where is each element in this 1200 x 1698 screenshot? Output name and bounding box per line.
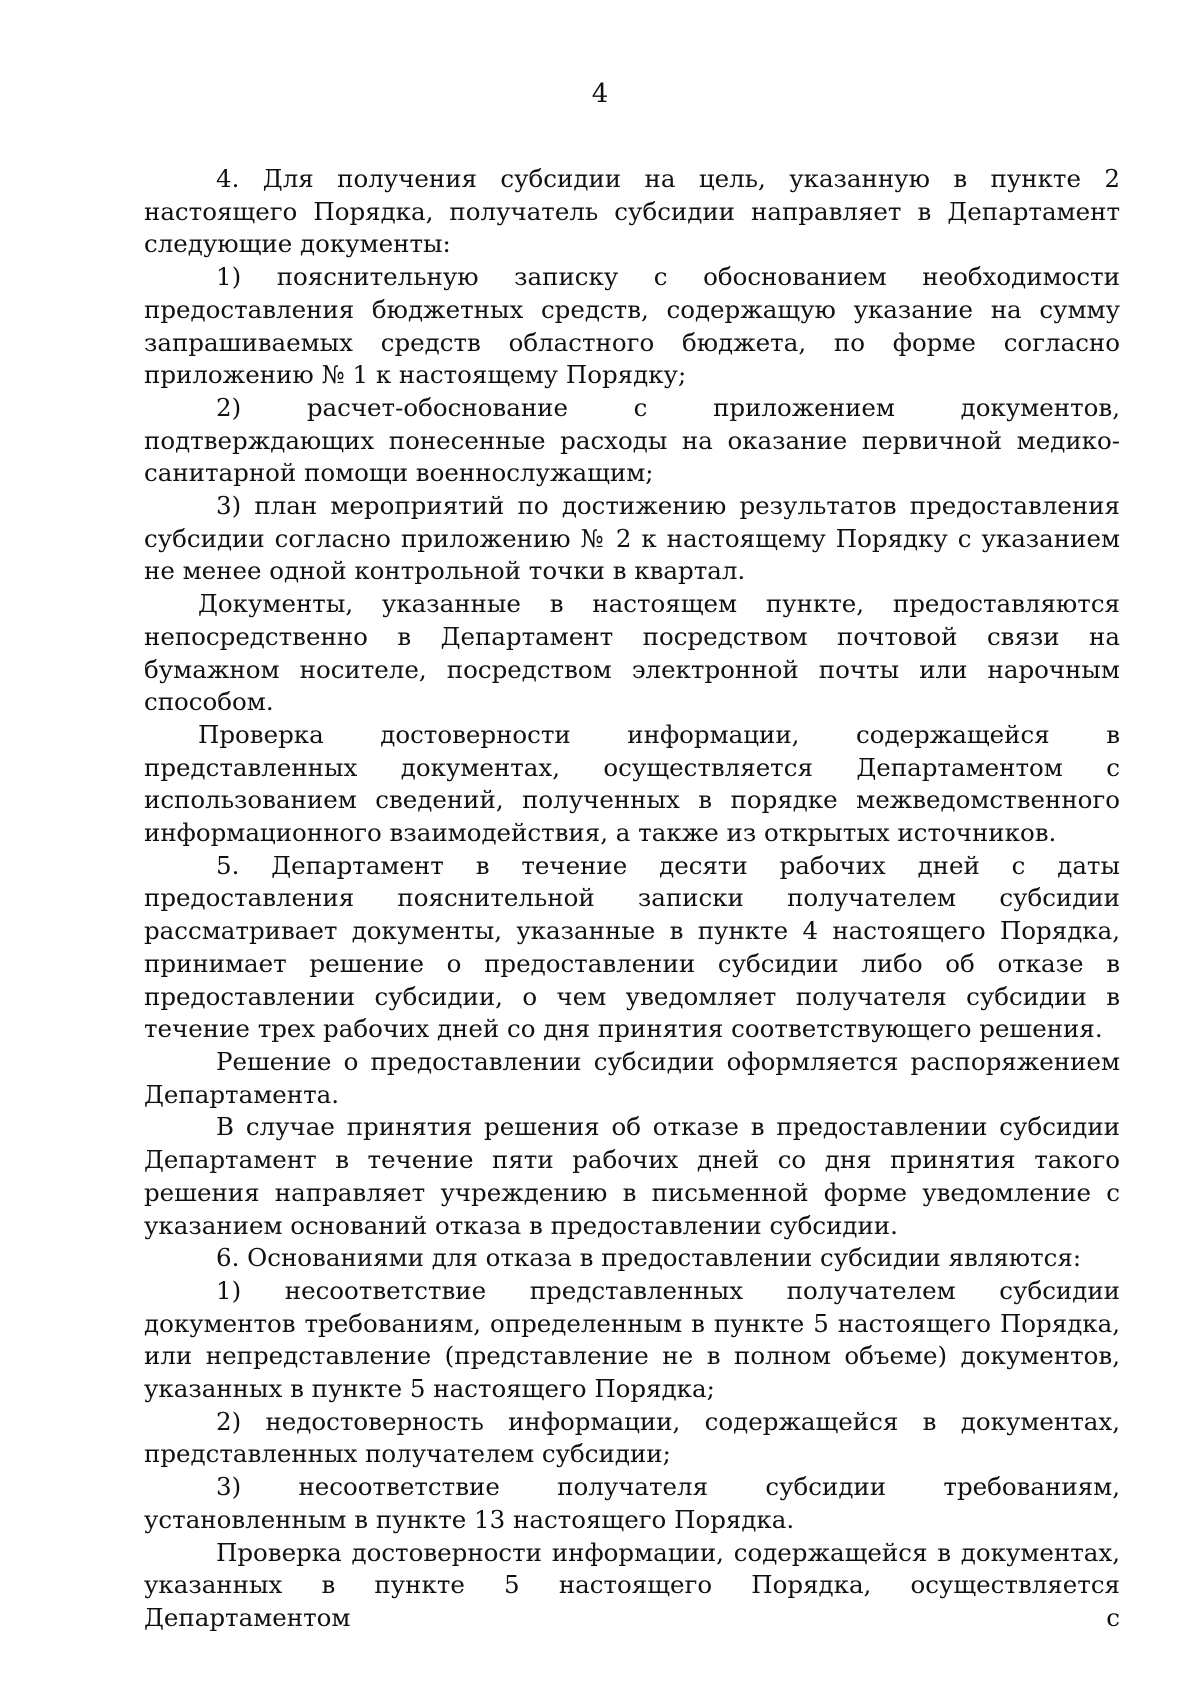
paragraph: Решение о предоставлении субсидии оформляется распоряжением Департамента. (144, 1046, 1120, 1109)
paragraph: 6. Основаниями для отказа в предоставлении субсидии являются: (216, 1243, 1082, 1273)
list-item: 1) несоответствие представленных получателем субсидии документов требованиям, определенным в пункте 5 настоящего Порядка, или непредставление (представление не в полном объеме) документов, указанных в пункте 5 настоящего Порядка; (144, 1275, 1120, 1404)
list-item: 1) пояснительную записку с обоснованием необходимости предоставления бюджетных средств, содержащую указание на сумму запрашиваемых средств областного бюджета, по форме согласно приложению № 1 к настоящему Порядку; (144, 262, 1120, 390)
page-number: 4 (591, 79, 609, 109)
list-item: 3) несоответствие получателя субсидии требованиям, установленным в пункте 13 настоящего Порядка. (144, 1472, 1120, 1534)
document-body (144, 163, 1120, 1635)
paragraph: В случае принятия решения об отказе в предоставлении субсидии Департамент в течение пяти рабочих дней со дня принятия такого решения направляет учреждению в письменной форме уведомление с указанием оснований отказа в предоставлении субсидии. (144, 1112, 1120, 1240)
paragraph: Проверка достоверности информации, содержащейся в документах, указанных в пункте 5 настоящего Порядка, осуществляется Департаментом с (144, 1537, 1120, 1632)
list-item: 3) план мероприятий по достижению результатов предоставления субсидии согласно приложению № 2 к настоящему Порядку с указанием не менее одной контрольной точки в квартал. (144, 491, 1120, 586)
paragraph: 5. Департамент в течение десяти рабочих дней с даты предоставления пояснительной записки получателем субсидии рассматривает документы, указанные в пункте 4 настоящего Порядка, принимает решение о предоставлении субсидии либо об отказе в предоставлении субсидии, о чем уведомляет получателя субсидии в течение трех рабочих дней со дня принятия соответствующего решения. (144, 850, 1120, 1044)
paragraph: Документы, указанные в настоящем пункте, предоставляются непосредственно в Департамент посредством почтовой связи на бумажном носителе, посредством электронной почты или нарочным способом. (144, 589, 1120, 717)
paragraph: Проверка достоверности информации, содержащейся в представленных документах, осуществляется Департаментом с использованием сведений, полученных в порядке межведомственного информационного взаимодействия, а также из открытых источников. (144, 719, 1120, 848)
list-item: 2) расчет-обоснование с приложением документов, подтверждающих понесенные расходы на оказание первичной медико-санитарной помощи военнослужащим; (144, 392, 1120, 488)
paragraph: 4. Для получения субсидии на цель, указанную в пункте 2 настоящего Порядка, получатель субсидии направляет в Департамент следующие документы: (144, 164, 1120, 259)
list-item: 2) недостоверность информации, содержащейся в документах, представленных получателем субсидии; (144, 1406, 1120, 1469)
